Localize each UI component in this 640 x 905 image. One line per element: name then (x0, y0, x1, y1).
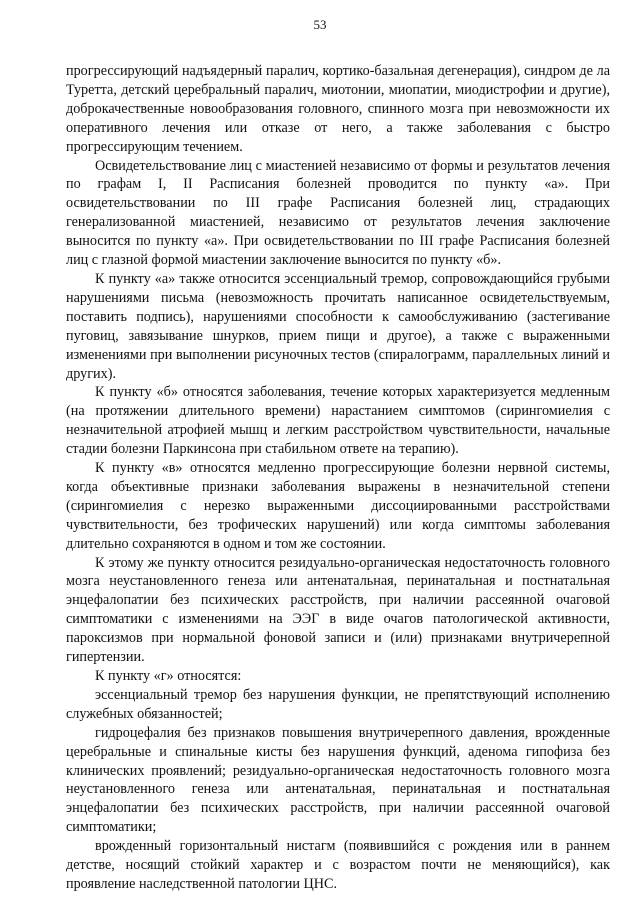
paragraph: гидроцефалия без признаков повышения внутричерепного давления, врожденные церебральные и спинальные кисты без нарушения функций, аденома гипофиза без клинических проявлений; резидуально-органическая недостаточность головного мозга неустановленного генеза или антенатальная, перинатальная и постнатальная энцефалопатии без психических расстройств, при наличии рассеянной очаговой симптоматики; (66, 724, 610, 836)
page-number: 53 (313, 17, 327, 32)
paragraph: врожденный горизонтальный нистагм (появившийся с рождения или в раннем детстве, носящий стойкий характер и с возрастом почти не меняющийся), как проявление наследственной патологии ЦНС. (66, 838, 610, 892)
paragraph: Освидетельствование лиц с миастенией независимо от формы и результатов лечения по графам I, II Расписания болезней проводится по пункту «а». При освидетельствовании по III графе Расписания болезней лиц, страдающих генерализованной миастенией, независимо от результатов лечения заключение выносится по пункту «а». При освидетельствовании по III графе Расписания болезней лиц с глазной формой миастении заключение выносится по пункту «б». (66, 157, 610, 269)
paragraph: К пункту «а» также относится эссенциальный тремор, сопровождающийся грубыми нарушениями письма (невозможность прочитать написанное освидетельствуемым, поставить подпись), нарушениями способности к самообслуживанию (застегивание пуговиц, завязывание шнурков, прием пищи и другое), а также с выраженными изменениями при выполнении рисуночных тестов (спиралограмм, параллельных линий и других). (66, 270, 610, 382)
paragraph: К пункту «в» относятся медленно прогрессирующие болезни нервной системы, когда объективные признаки заболевания выражены в незначительной степени (сирингомиелия с нерезко выраженными диссоциированными расстройствами чувствительности, без трофических нарушений) или когда симптомы заболевания длительно сохраняются в одном и том же состоянии. (66, 460, 610, 552)
paragraph: К этому же пункту относится резидуально-органическая недостаточность головного мозга неустановленного генеза или антенатальная, перинатальная и постнатальная энцефалопатии без психических расстройств, при наличии рассеянной очаговой симптоматики с изменениями на ЭЭГ в виде очагов патологической активности, пароксизмов при нормальной фоновой записи и (или) признаками внутричерепной гипертензии. (66, 554, 610, 666)
paragraph: эссенциальный тремор без нарушения функции, не препятствующий исполнению служебных обязанностей; (66, 686, 610, 722)
paragraph: прогрессирующий надъядерный паралич, кортико-базальная дегенерация), синдром де ла Туретта, детский церебральный паралич, миотонии, миопатии, миодистрофии и другие), доброкачественные новообразования головного, спинного мозга при невозможности их оперативного лечения или отказе от него, а также заболевания с быстро прогрессирующим течением. (66, 63, 610, 155)
body-text (66, 62, 610, 894)
paragraph: К пункту «г» относятся: (95, 668, 242, 684)
paragraph: К пункту «б» относятся заболевания, течение которых характеризуется медленным (на протяжении длительного времени) нарастанием симптомов (сирингомиелия с незначительной атрофией мышц и легким расстройством чувствительности, начальные стадии болезни Паркинсона при стабильном ответе на терапию). (66, 384, 610, 458)
